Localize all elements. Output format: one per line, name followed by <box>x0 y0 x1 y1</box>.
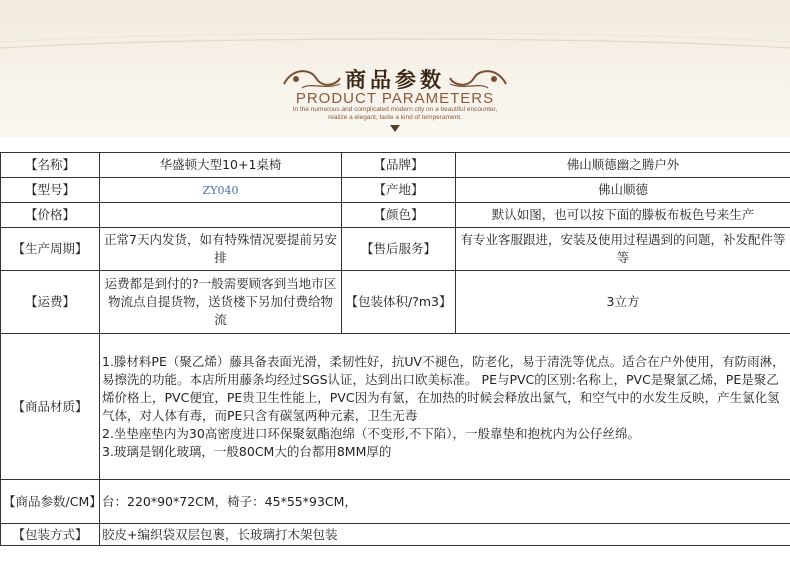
brand-label: 【品牌】 <box>342 153 456 178</box>
table-row <box>1 228 790 271</box>
price-label: 【价格】 <box>1 203 100 228</box>
shipping-label: 【运费】 <box>1 271 100 334</box>
table-row <box>1 334 790 480</box>
material-value <box>100 334 790 480</box>
name-value: 华盛顿大型10+1桌椅 <box>100 153 342 178</box>
shipping-value: 运费都是到付的?一般需要顾客到当地市区物流点自提货物，送货楼下另加付费给物流 <box>100 271 342 334</box>
section-title: 商品参数 <box>345 67 445 92</box>
table-row <box>1 271 790 334</box>
section-subtitle: PRODUCT PARAMETERS <box>295 90 495 107</box>
table-row <box>1 178 790 203</box>
model-value: ZY040 <box>202 183 239 197</box>
service-value: 有专业客服跟进，安装及使用过程遇到的问题，补发配件等等 <box>456 228 790 271</box>
tagline-line-2: realize a elegant, taste a kind of temperament. <box>328 114 462 121</box>
name-label: 【名称】 <box>1 153 100 178</box>
color-value: 默认如图，也可以按下面的滕板布板色号来生产 <box>456 203 790 228</box>
origin-label: 【产地】 <box>342 178 456 203</box>
brand-value: 佛山顺德幽之腾户外 <box>456 153 790 178</box>
packing-label: 【包装方式】 <box>1 524 100 546</box>
down-arrow-icon <box>390 125 400 132</box>
material-label: 【商品材质】 <box>1 334 100 480</box>
header-banner <box>0 0 790 137</box>
origin-value: 佛山顺德 <box>456 178 790 203</box>
volume-label: 【包装体积/?m3】 <box>342 271 456 334</box>
packing-value: 胶皮+编织袋双层包裹，长玻璃打木架包装 <box>100 524 790 546</box>
color-label: 【颜色】 <box>342 203 456 228</box>
material-line: 2.坐垫座垫内为30高密度进口环保聚氨酯泡绵（不变形,不下陷），一般靠垫和抱枕内为公仔丝绵。 <box>102 425 641 441</box>
material-line: 1.滕材料PE（聚乙烯）藤具备表面光滑，柔韧性好，抗UV不褪色，防老化，易于清洗等优点。适合在户外使用，有防雨淋，易擦洗的功能。本店所用藤条均经过SGS认证，达到出口欧美标准。 PE与PVC的区别:名称上，PVC是聚氯乙烯，PE是聚乙烯价格上，PVC便宜，PE贵卫生性能上，PVC因为有氯，在加热的时候会释放出氯气，和空气中的水发生反映，产生氯化氢气体，对人体有毒，而PE只含有碳氢两种元素，卫生无毒 <box>102 353 785 423</box>
cycle-label: 【生产周期】 <box>1 228 100 271</box>
table-row <box>1 203 790 228</box>
material-line: 3.玻璃是钢化玻璃，一般80CM大的台都用8MM厚的 <box>102 443 392 459</box>
right-ornament-icon <box>448 66 508 92</box>
model-label: 【型号】 <box>1 178 100 203</box>
table-row <box>1 480 790 524</box>
cycle-value: 正常7天内发货，如有特殊情况要提前另安排 <box>100 228 342 271</box>
price-value <box>100 203 342 228</box>
size-label: 【商品参数/CM】 <box>1 480 100 524</box>
volume-value: 3立方 <box>456 271 790 334</box>
service-label: 【售后服务】 <box>342 228 456 271</box>
table-row <box>1 524 790 546</box>
tagline-line-1: In the numerous and complicated modern city on a beautiful encounter, <box>292 106 498 113</box>
table-row <box>1 153 790 178</box>
parameters-table <box>0 152 790 546</box>
size-value: 台：220*90*72CM，椅子：45*55*93CM， <box>100 480 790 524</box>
